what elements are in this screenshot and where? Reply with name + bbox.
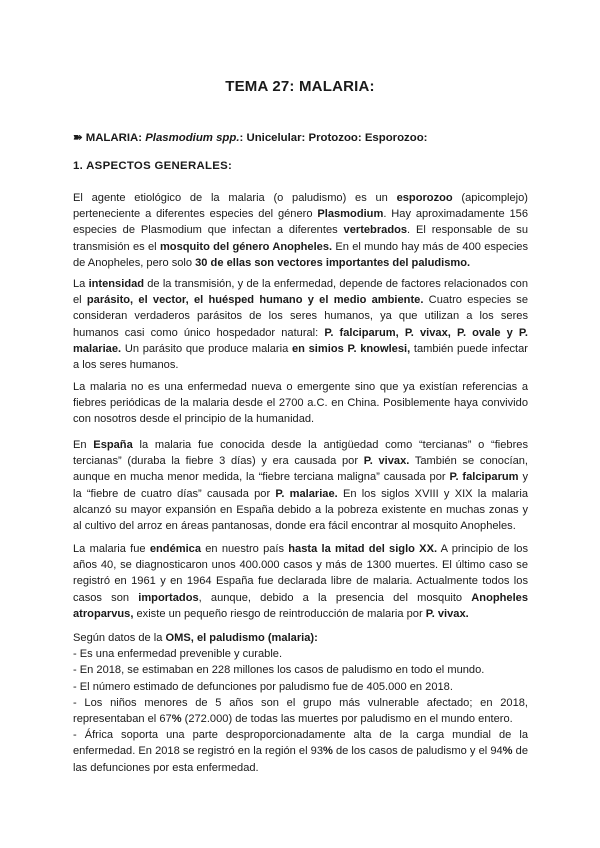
text-run: de la transmisión, y de la enfermedad, depende de factores relacionados con el: [73, 278, 529, 307]
text-run: , aunque, debido a la presencia del mosquito: [198, 591, 472, 604]
text-run: El agente etiológico de la malaria (o paludismo) es un: [73, 192, 397, 204]
bold-run: %: [323, 745, 333, 758]
bold-run: %: [502, 745, 513, 758]
text-run: (272.000) de todas las muertes por paludismo en el mundo entero.: [181, 713, 513, 726]
text-run: de las defunciones por esta enfermedad.: [73, 745, 528, 774]
text-run: también puede infectar a los seres humanos.: [73, 342, 528, 372]
oms-intro: [73, 630, 528, 646]
bold-run: 30 de ellas son vectores importantes del paludismo.: [195, 256, 471, 269]
bold-run: parásito, el vector, el huésped humano y el medio ambiente.: [86, 294, 424, 307]
paragraph-spain: [73, 437, 528, 534]
arrow-bullet-icon: ➽: [73, 132, 83, 144]
text-run: - Los niños menores de 5 años son el grupo más vulnerable afectado; en 2018, representaban el 67: [73, 696, 528, 726]
text-run: En: [73, 439, 94, 451]
text-run: La: [73, 278, 89, 290]
bold-run: OMS, el paludismo (malaria):: [165, 632, 318, 644]
text-run: en nuestro país: [201, 543, 289, 555]
paragraph-transmission: [73, 276, 528, 373]
bold-run: P. vivax.: [425, 607, 469, 620]
oms-facts-list: [73, 630, 528, 776]
bold-run: esporozoo: [396, 192, 453, 204]
list-item: [73, 695, 528, 727]
bold-run: hasta la mitad del siglo XX.: [288, 543, 438, 555]
bold-run: Anopheles atroparvus,: [73, 591, 529, 620]
text-run: En el mundo hay más de 400 especies de Anopheles, pero solo: [73, 240, 528, 269]
text-run: . El responsable de su transmisión es el: [73, 224, 528, 253]
list-item: - Es una enfermedad prevenible y curable.: [73, 648, 283, 661]
subtitle-species: Plasmodium spp.: [145, 132, 240, 144]
text-run: Cuatro especies se consideran verdaderos parásitos de los seres humanos, ya que utilizan a los seres humanos casi como único hospedador natural:: [73, 294, 529, 339]
bold-run: Plasmodium: [317, 208, 384, 221]
paragraph-endemic: [73, 541, 528, 622]
subtitle-label: MALARIA:: [85, 132, 143, 144]
text-run: También se conocían, aunque en mucha menor medida, la “fiebre terciana maligna” causada por: [73, 455, 528, 484]
bold-run: %: [171, 713, 182, 726]
bold-run: P. vivax.: [363, 455, 410, 468]
bold-run: en simios P. knowlesi,: [291, 342, 411, 355]
section-heading: 1. ASPECTOS GENERALES:: [73, 160, 233, 172]
bold-run: vertebrados: [343, 224, 408, 237]
text-run: de los casos de paludismo y el 94: [332, 745, 503, 758]
paragraph-history: [73, 379, 528, 428]
bold-run: intensidad: [88, 278, 145, 290]
bold-run: P. falciparum, P. vivax, P. ovale y P. malariae.: [73, 326, 528, 355]
text-run: La malaria fue: [73, 543, 150, 555]
text-run: la malaria fue conocida desde la antigüedad como “tercianas” o “fiebres tercianas” (duraba la fiebre 3 días) y era causada por: [73, 439, 528, 468]
text-run: Según datos de la: [73, 632, 166, 644]
bold-run: importados: [138, 591, 199, 604]
text-run: Un parásito que produce malaria: [121, 342, 292, 355]
subtitle-classification: : Unicelular: Protozoo: Esporozoo:: [239, 132, 428, 144]
text-run: existe un pequeño riesgo de reintroducción de malaria por: [133, 607, 426, 620]
bold-run: mosquito del género Anopheles.: [159, 240, 333, 253]
text-run: La malaria no es una enfermedad nueva o emergente sino que ya existían referencias a fiebres periódicas de la malaria desde el 2700 a.C. en China. Posiblemente haya convivido con nosotros desde el principio de la humanidad.: [73, 381, 528, 426]
page-title: TEMA 27: MALARIA:: [225, 78, 375, 95]
text-run: (apicomplejo) perteneciente a diferentes especies del género: [73, 192, 528, 221]
text-run: A principio de los años 40, se diagnosticaron unos 400.000 casos y más de 1300 muertes. El último caso se registró en 1961 y en 1964 España fue declarada libre de malaria. Actualmente todos los casos son: [73, 543, 529, 604]
list-item: - El número estimado de defunciones por paludismo fue de 405.000 en 2018.: [73, 680, 453, 693]
bold-run: P. malariae.: [275, 487, 338, 500]
text-run: . Hay aproximadamente 156 especies de Plasmodium que infectan a diferentes: [73, 208, 528, 237]
list-item: [73, 727, 528, 776]
list-item: - En 2018, se estimaban en 228 millones los casos de paludismo en todo el mundo.: [73, 664, 485, 677]
bold-run: endémica: [149, 543, 202, 555]
text-run: - África soporta una parte desproporcionadamente alta de la carga mundial de la enfermedad. En 2018 se registró en la región el 93: [73, 729, 528, 758]
text-run: y la “fiebre de cuatro días” causada por: [73, 471, 528, 500]
text-run: En los siglos XVIII y XIX la malaria alcanzó su mayor expansión en España debido a la pobreza existente en muchas zonas y al cultivo del arroz en áreas pantanosas, donde era fácil encontrar al mosquito Anopheles.: [73, 487, 528, 533]
paragraph-etiology: [73, 190, 528, 271]
bold-run: P. falciparum: [449, 471, 519, 484]
topic-subtitle: [73, 130, 533, 144]
bold-run: España: [93, 439, 133, 451]
